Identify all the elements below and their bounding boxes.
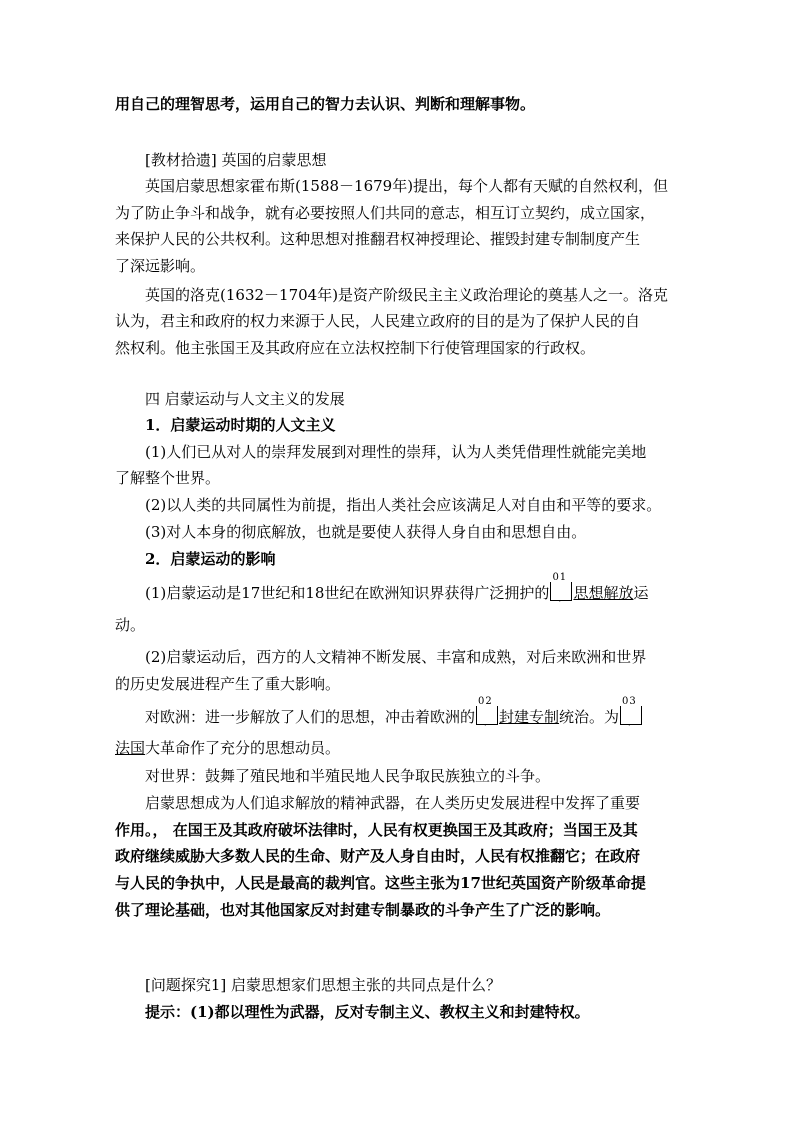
text-line: 与人民的争执中，人民是最高的裁判官。这些主张为17世纪英国资产阶级革命提 (115, 874, 646, 892)
text-line: 然权利。他主张国王及其政府应在立法权控制下行使管理国家的行政权。 (115, 339, 596, 357)
text-line: 英国启蒙思想家霍布斯(1588－1679年)提出，每个人都有天赋的自然权利，但 (145, 177, 669, 195)
text-line: 英国的洛克(1632－1704年)是资产阶级民主主义政治理论的奠基人之一。洛克 (145, 286, 669, 304)
text-line: 提示：(1)都以理性为武器，反对专制主义、教权主义和封建特权。 (145, 1003, 590, 1021)
text-line: (3)对人本身的彻底解放，也就是要使人获得人身自由和思想自由。 (145, 523, 587, 541)
blank-number: 02 (478, 696, 493, 707)
text-line: 认为，君主和政府的权力来源于人民，人民建立政府的目的是为了保护人民的自 (115, 312, 641, 330)
blank-number: 03 (622, 696, 637, 707)
fill-blank-line (145, 572, 649, 606)
blank-answer: 法国 (115, 739, 146, 757)
text-span: 统治。为 (559, 708, 620, 726)
text-line: (1)人们已从对人的崇拜发展到对理性的崇拜，认为人类凭借理性就能完美地 (145, 443, 647, 461)
text-line: 供了理论基础，也对其他国家反对封建专制暴政的斗争产生了广泛的影响。 (115, 901, 611, 919)
text-line: 了深远影响。 (115, 257, 206, 275)
text-line: 的历史发展进程产生了重大影响。 (115, 675, 341, 693)
text-line: 启蒙思想成为人们追求解放的精神武器，在人类历史发展进程中发挥了重要 (145, 794, 641, 812)
answer-blank-box (620, 696, 642, 730)
text-line: 来保护人民的公共权利。这种思想对推翻君权神授理论、摧毁封建专制制度产生 (115, 230, 641, 248)
blank-number: 01 (552, 572, 568, 583)
section-heading: 四 启蒙运动与人文主义的发展 (145, 390, 345, 408)
text-span: 运 (633, 584, 649, 602)
text-line: 作用。， 在国王及其政府破坏法律时，人民有权更换国王及其政府；当国王及其 (115, 821, 638, 839)
text-line: (2)以人类的共同属性为前提，指出人类社会应该满足人对自由和平等的要求。 (145, 496, 662, 514)
question-heading: [问题探究1] 启蒙思想家们思想主张的共同点是什么？ (145, 976, 502, 994)
blank-answer: 封建专制 (499, 708, 560, 726)
text-line: 用自己的理智思考，运用自己的智力去认识、判断和理解事物。 (115, 95, 536, 113)
text-line: 为了防止争斗和战争，就有必要按照人们共同的意志，相互订立契约，成立国家， (115, 204, 656, 222)
text-line: (2)启蒙运动后，西方的人文精神不断发展、丰富和成熟，对后来欧洲和世界 (145, 648, 647, 666)
fill-blank-line (115, 738, 340, 758)
text-line: 对世界：鼓舞了殖民地和半殖民地人民争取民族独立的斗争。 (145, 767, 551, 785)
dot-mark: · (628, 721, 631, 730)
section-title: [教材拾遗] 英国的启蒙思想 (145, 151, 327, 169)
answer-blank-box (476, 696, 498, 730)
text-line: 政府继续威胁大多数人民的生命、财产及人身自由时，人民有权推翻它；在政府 (115, 847, 641, 865)
text-span: 大革命作了充分的思想动员。 (145, 739, 341, 757)
text-span: (1)启蒙运动是17世纪和18世纪在欧洲知识界获得广泛拥护的 (145, 584, 550, 602)
answer-blank-box (550, 572, 572, 606)
sub-heading: 2．启蒙运动的影响 (145, 550, 276, 568)
text-line: 了解整个世界。 (115, 469, 221, 487)
dot-mark: · (484, 721, 487, 730)
sub-heading: 1．启蒙运动时期的人文主义 (145, 416, 336, 434)
dot-mark: · (558, 597, 561, 606)
text-span: 对欧洲：进一步解放了人们的思想，冲击着欧洲的 (145, 708, 476, 726)
blank-answer: 思想解放 (573, 584, 634, 602)
fill-blank-line (145, 696, 643, 730)
text-line: 动。 (115, 616, 146, 634)
